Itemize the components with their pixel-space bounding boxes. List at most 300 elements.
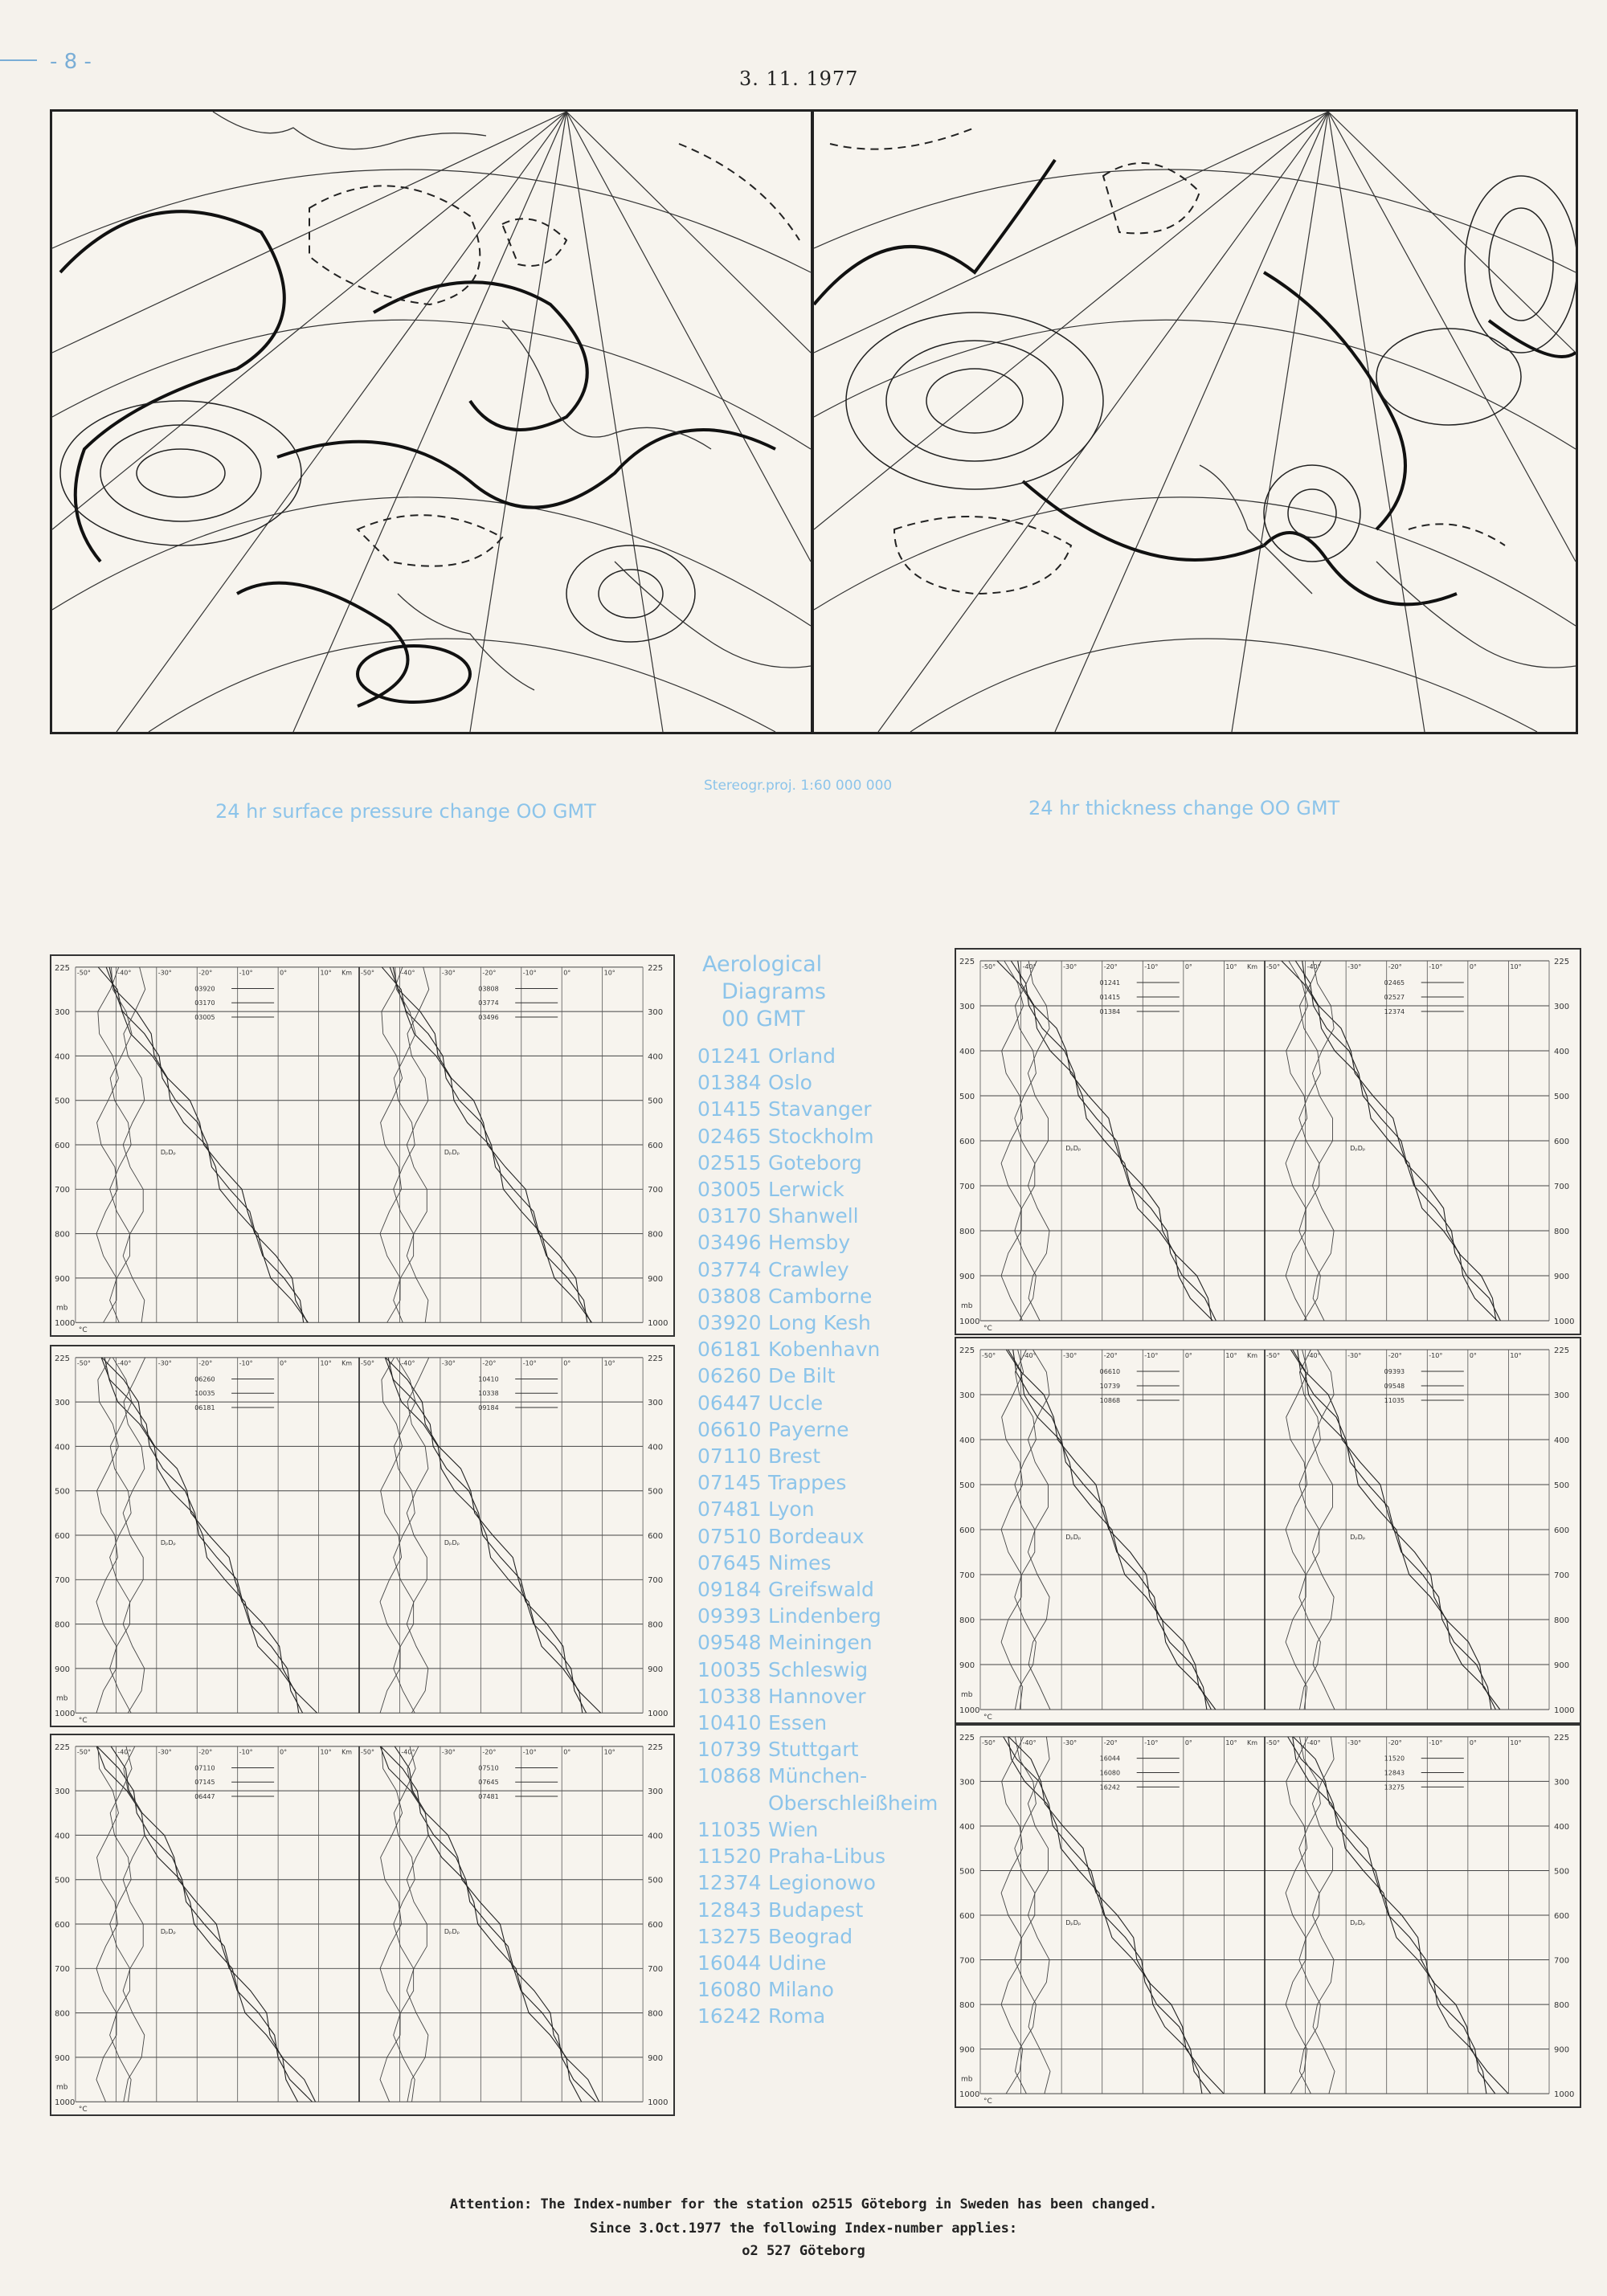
pressure-level-label: 600: [648, 1532, 664, 1541]
temperature-label: -50°: [982, 1352, 996, 1359]
station-name: Lerwick: [768, 1178, 844, 1202]
aerological-diagram-panel: [50, 1345, 675, 1727]
station-entry: [697, 1336, 955, 1362]
station-code-label: 09548: [1384, 1383, 1405, 1390]
temperature-label: -40°: [117, 1359, 132, 1367]
station-name: Shanwell: [768, 1204, 859, 1228]
station-entry: [697, 1229, 955, 1256]
pressure-level-label: 1000: [54, 1319, 76, 1329]
station-legend: [697, 951, 955, 2030]
temperature-label: -10°: [239, 1748, 253, 1756]
pressure-level-label: 500: [54, 1876, 71, 1885]
station-name: Oberschleißheim: [768, 1791, 938, 1815]
km-label: Km: [1247, 1738, 1258, 1747]
temperature-label: -50°: [361, 969, 374, 977]
station-code: 07510: [697, 1524, 762, 1548]
station-entry: [697, 1096, 955, 1122]
temperature-label: -10°: [522, 969, 537, 977]
legend-title-line3: 00 GMT: [722, 1007, 805, 1032]
temperature-label: -40°: [1306, 1738, 1321, 1747]
dd-label: DₚDₚ: [444, 1148, 460, 1156]
station-code-label: 01415: [1099, 994, 1121, 1001]
station-code: 16044: [697, 1951, 762, 1975]
pressure-level-label: 600: [959, 1526, 975, 1535]
station-code: 06447: [697, 1391, 762, 1415]
station-entry: [697, 1176, 955, 1203]
station-name: Beograd: [768, 1924, 853, 1948]
station-code-label: 16242: [1099, 1783, 1121, 1791]
temperature-label: -20°: [482, 969, 497, 977]
temperature-label: 0°: [1184, 1352, 1192, 1359]
pressure-level-label: 600: [648, 1142, 664, 1150]
station-code-label: 07510: [478, 1764, 499, 1772]
unit-mb-label: mb: [55, 1694, 68, 1703]
pressure-level-label: 700: [1554, 1183, 1570, 1191]
page-date: 3. 11. 1977: [739, 67, 859, 90]
station-code-label: 03496: [478, 1014, 499, 1021]
station-name: München-: [768, 1764, 868, 1788]
station-entry: [697, 1203, 955, 1229]
pressure-level-label: 800: [1554, 2001, 1570, 2011]
temperature-label: -40°: [401, 1359, 415, 1367]
station-entry: [697, 1629, 955, 1656]
station-code: 03496: [697, 1231, 762, 1255]
temperature-label: -20°: [482, 1748, 497, 1756]
temperature-label: -50°: [76, 1359, 91, 1367]
pressure-level-label: 800: [959, 1228, 975, 1236]
temperature-label: -50°: [361, 1359, 374, 1367]
station-entry: [697, 1043, 955, 1069]
station-code-label: 10338: [478, 1390, 499, 1398]
pressure-level-label: 225: [1554, 1346, 1570, 1355]
pressure-level-label: 500: [1554, 1481, 1570, 1490]
pressure-level-label: 400: [54, 1443, 71, 1452]
temperature-label: -30°: [1347, 1738, 1362, 1747]
station-code: 06260: [697, 1364, 762, 1388]
legend-title: [697, 951, 955, 1033]
station-code-label: 06260: [194, 1375, 215, 1383]
temperature-label: -30°: [157, 969, 172, 977]
dd-label: DₚDₚ: [1350, 1918, 1366, 1926]
temperature-label: 10°: [603, 1748, 615, 1756]
pressure-level-label: 600: [648, 1921, 664, 1930]
pressure-level-label: 900: [959, 2045, 975, 2055]
pressure-level-label: 700: [1554, 1571, 1570, 1580]
temperature-label: -20°: [198, 1359, 213, 1367]
pressure-level-label: 225: [648, 1742, 664, 1752]
station-code: 10868: [697, 1764, 762, 1788]
station-name: Wien: [768, 1817, 819, 1841]
station-name: Stockholm: [768, 1124, 874, 1148]
temperature-label: -40°: [401, 969, 415, 977]
pressure-level-label: 1000: [959, 1318, 980, 1326]
pressure-level-label: 225: [648, 1354, 664, 1363]
page-top-rule: [0, 59, 37, 61]
station-code-label: 10410: [478, 1375, 499, 1383]
temperature-label: 10°: [1510, 963, 1522, 970]
dd-label: DₚDₚ: [160, 1927, 176, 1935]
station-entry: [697, 1976, 955, 2003]
temperature-label: 0°: [1469, 963, 1477, 970]
unit-celsius-label: °C: [78, 1326, 88, 1335]
temperature-label: -50°: [76, 969, 91, 977]
station-code: 10035: [697, 1657, 762, 1681]
station-name: Kobenhavn: [768, 1338, 881, 1362]
station-code-label: 16044: [1099, 1755, 1121, 1763]
station-code: 06610: [697, 1417, 762, 1441]
station-code-label: 12843: [1384, 1769, 1405, 1777]
station-name: Goteborg: [768, 1150, 862, 1175]
station-name: Lindenberg: [768, 1604, 881, 1628]
temperature-label: -40°: [1022, 1352, 1037, 1359]
station-code-label: 12374: [1384, 1008, 1405, 1015]
pressure-level-label: 400: [648, 1052, 664, 1062]
pressure-level-label: 225: [54, 1354, 71, 1363]
temperature-label: -10°: [522, 1748, 537, 1756]
unit-mb-label: mb: [55, 1304, 68, 1313]
pressure-level-label: 400: [1554, 1822, 1570, 1832]
station-code-label: 03774: [478, 999, 499, 1007]
station-entry: [697, 1950, 955, 1976]
pressure-level-label: 900: [648, 2053, 664, 2063]
temperature-label: -50°: [361, 1748, 374, 1756]
km-label: Km: [341, 1748, 353, 1756]
station-entry: [697, 1923, 955, 1950]
thickness-change-map: [812, 109, 1578, 734]
pressure-level-label: 1000: [54, 1710, 76, 1719]
station-code: 03808: [697, 1284, 762, 1308]
station-code: 03774: [697, 1257, 762, 1281]
temperature-label: 0°: [563, 969, 571, 977]
temperature-label: -50°: [1266, 1352, 1281, 1359]
station-entry: [697, 1869, 955, 1896]
station-code: 16080: [697, 1978, 762, 2002]
station-entry: [697, 1816, 955, 1843]
pressure-level-label: 500: [648, 1876, 664, 1885]
legend-title-line1: Aerological: [702, 952, 823, 977]
station-entry: [697, 1843, 955, 1869]
temperature-label: -50°: [1266, 963, 1281, 970]
pressure-level-label: 1000: [959, 1706, 980, 1715]
pressure-level-label: 800: [959, 1616, 975, 1625]
temperature-label: -20°: [1388, 1352, 1402, 1359]
pressure-level-label: 700: [1554, 1956, 1570, 1966]
station-name: Lyon: [768, 1497, 815, 1522]
temperature-label: -20°: [1103, 963, 1118, 970]
pressure-level-label: 500: [959, 1867, 975, 1877]
pressure-level-label: 400: [959, 1048, 975, 1056]
station-name: Bordeaux: [768, 1524, 865, 1548]
station-code-label: 06181: [194, 1404, 215, 1412]
station-entry: [697, 1763, 955, 1789]
station-name: Oslo: [768, 1071, 812, 1095]
station-name: Essen: [768, 1711, 828, 1735]
temperature-label: 0°: [280, 969, 288, 977]
temperature-label: -20°: [198, 969, 213, 977]
station-name: Trappes: [768, 1471, 847, 1495]
pressure-level-label: 225: [648, 963, 664, 973]
station-entry: [697, 1069, 955, 1096]
station-code-label: 10739: [1099, 1383, 1121, 1390]
station-code-label: 09393: [1384, 1368, 1405, 1375]
temperature-label: 0°: [1469, 1352, 1477, 1359]
unit-celsius-label: °C: [983, 1325, 992, 1333]
station-name: Nimes: [768, 1550, 832, 1575]
pressure-level-label: 400: [54, 1052, 71, 1062]
temperature-label: -30°: [1347, 1352, 1362, 1359]
pressure-level-label: 600: [1554, 1526, 1570, 1535]
station-entry: [697, 1496, 955, 1522]
station-code: 07145: [697, 1471, 762, 1495]
station-name: Roma: [768, 2004, 826, 2028]
pressure-level-label: 600: [54, 1142, 71, 1150]
pressure-level-label: 600: [959, 1138, 975, 1146]
station-code-label: 11520: [1384, 1755, 1405, 1763]
temperature-label: -40°: [401, 1748, 415, 1756]
temperature-label: -10°: [239, 1359, 253, 1367]
temperature-label: 0°: [280, 1359, 288, 1367]
station-code-label: 06610: [1099, 1368, 1121, 1375]
temperature-label: -10°: [1429, 1352, 1443, 1359]
temperature-label: -10°: [1144, 963, 1159, 970]
station-entry: [697, 1710, 955, 1736]
pressure-level-label: 700: [54, 1186, 71, 1195]
station-code: 02515: [697, 1150, 762, 1175]
temperature-label: -10°: [1144, 1352, 1159, 1359]
pressure-level-label: 800: [1554, 1616, 1570, 1625]
temperature-label: 0°: [280, 1748, 288, 1756]
temperature-label: 10°: [603, 1359, 615, 1367]
pressure-level-label: 800: [648, 1230, 664, 1240]
thickness-map-caption: 24 hr thickness change OO GMT: [1028, 797, 1340, 819]
station-code-label: 01384: [1099, 1008, 1121, 1015]
station-entry: [697, 1657, 955, 1683]
surface-pressure-change-map: [50, 109, 813, 734]
unit-mb-label: mb: [961, 2075, 973, 2084]
station-name: Meiningen: [768, 1631, 873, 1655]
skew-t-diagram: [956, 950, 1580, 1334]
temperature-label: -10°: [522, 1359, 537, 1367]
temperature-label: 0°: [563, 1748, 571, 1756]
pressure-level-label: 400: [1554, 1048, 1570, 1056]
station-name: Hemsby: [768, 1231, 851, 1255]
temperature-label: -50°: [982, 963, 996, 970]
station-entry: [697, 1443, 955, 1469]
station-code: 10410: [697, 1711, 762, 1735]
station-code: 03005: [697, 1178, 762, 1202]
station-code: 10338: [697, 1684, 762, 1708]
temperature-label: 0°: [1469, 1738, 1477, 1747]
pressure-level-label: 800: [54, 1230, 71, 1240]
skew-t-diagram: [51, 956, 673, 1335]
unit-mb-label: mb: [961, 1691, 973, 1699]
station-code: [697, 1790, 768, 1816]
unit-celsius-label: °C: [78, 1717, 88, 1726]
legend-title-line2: Diagrams: [722, 979, 826, 1004]
station-code: 16242: [697, 2004, 762, 2028]
station-code-label: 06447: [194, 1793, 215, 1800]
station-code: 01241: [697, 1044, 762, 1068]
pressure-level-label: 900: [959, 1273, 975, 1281]
pressure-level-label: 225: [959, 1733, 975, 1742]
pressure-level-label: 1000: [1554, 2090, 1575, 2100]
pressure-level-label: 800: [1554, 1228, 1570, 1236]
temperature-label: -10°: [1429, 1738, 1443, 1747]
temperature-label: -20°: [482, 1359, 497, 1367]
pressure-level-label: 300: [54, 1787, 71, 1797]
dd-label: DₚDₚ: [1065, 1918, 1082, 1926]
station-code-label: 09184: [478, 1404, 499, 1412]
temperature-label: 10°: [1510, 1738, 1522, 1747]
station-code-label: 10035: [194, 1390, 215, 1398]
station-code-label: 03005: [194, 1014, 215, 1021]
temperature-label: -30°: [1347, 963, 1362, 970]
pressure-level-label: 300: [1554, 1003, 1570, 1011]
temperature-label: 0°: [1184, 1738, 1192, 1747]
station-code-label: 03920: [194, 985, 215, 993]
station-entry: [697, 1683, 955, 1710]
pressure-level-label: 700: [648, 1576, 664, 1586]
pressure-level-label: 900: [1554, 2045, 1570, 2055]
pressure-level-label: 400: [648, 1832, 664, 1841]
surface-pressure-map-caption: 24 hr surface pressure change OO GMT: [215, 800, 596, 823]
station-name: Milano: [768, 1978, 834, 2002]
temperature-label: -20°: [1103, 1738, 1118, 1747]
station-code: 01415: [697, 1097, 762, 1121]
pressure-level-label: 900: [54, 1665, 71, 1674]
station-code-label: 03808: [478, 985, 499, 993]
km-label: Km: [1247, 963, 1258, 970]
temperature-label: -30°: [157, 1359, 172, 1367]
pressure-level-label: 500: [1554, 1867, 1570, 1877]
station-entry: [697, 1736, 955, 1763]
pressure-level-label: 700: [648, 1965, 664, 1975]
dd-label: DₚDₚ: [1065, 1534, 1082, 1541]
pressure-level-label: 1000: [648, 2098, 669, 2108]
dd-label: DₚDₚ: [444, 1538, 460, 1546]
station-name: Hannover: [768, 1684, 866, 1708]
pressure-level-label: 600: [1554, 1138, 1570, 1146]
station-name: Stuttgart: [768, 1738, 859, 1762]
station-code: 09393: [697, 1604, 762, 1628]
pressure-level-label: 1000: [959, 2090, 980, 2100]
pressure-level-label: 300: [648, 1787, 664, 1797]
station-name: Orland: [768, 1044, 836, 1068]
station-entry: [697, 1523, 955, 1550]
station-entry: [697, 1283, 955, 1309]
temperature-label: -40°: [117, 1748, 132, 1756]
station-name: Legionowo: [768, 1871, 876, 1895]
temperature-label: -30°: [157, 1748, 172, 1756]
station-entry: [697, 1309, 955, 1336]
temperature-label: 10°: [320, 969, 332, 977]
station-code-label: 11035: [1384, 1397, 1405, 1404]
pressure-level-label: 1000: [1554, 1318, 1575, 1326]
pressure-level-label: 300: [959, 1391, 975, 1400]
pressure-level-label: 700: [54, 1576, 71, 1586]
temperature-label: -50°: [1266, 1738, 1281, 1747]
skew-t-diagram: [51, 1346, 673, 1726]
aerological-diagram-panel: [955, 1337, 1581, 1724]
pressure-level-label: 300: [648, 1008, 664, 1018]
temperature-label: -20°: [1103, 1352, 1118, 1359]
pressure-level-label: 400: [959, 1822, 975, 1832]
pressure-level-label: 225: [54, 1742, 71, 1752]
pressure-level-label: 600: [1554, 1912, 1570, 1921]
temperature-label: -40°: [1022, 963, 1037, 970]
temperature-label: -30°: [441, 969, 456, 977]
temperature-label: -30°: [1063, 963, 1077, 970]
station-code: 02465: [697, 1124, 762, 1148]
station-code: 06181: [697, 1338, 762, 1362]
station-entry: [697, 1897, 955, 1923]
page-number: - 8 -: [50, 50, 92, 74]
station-code: 07645: [697, 1550, 762, 1575]
unit-celsius-label: °C: [983, 2098, 992, 2106]
station-code-label: 13275: [1384, 1783, 1405, 1791]
pressure-level-label: 900: [54, 2053, 71, 2063]
temperature-label: -20°: [1388, 1738, 1402, 1747]
temperature-label: -30°: [441, 1748, 456, 1756]
station-code: 11035: [697, 1817, 762, 1841]
station-entry: [697, 1256, 955, 1283]
station-entry: [697, 1550, 955, 1576]
station-name: Payerne: [768, 1417, 849, 1441]
station-code: 12843: [697, 1898, 762, 1922]
station-code: 03170: [697, 1204, 762, 1228]
temperature-label: -10°: [1429, 963, 1443, 970]
temperature-label: 10°: [1510, 1352, 1522, 1359]
aerological-diagram-panel: [955, 1724, 1581, 2108]
pressure-level-label: 800: [648, 1620, 664, 1630]
km-label: Km: [1247, 1352, 1258, 1359]
temperature-label: -30°: [1063, 1352, 1077, 1359]
temperature-label: 10°: [1225, 1352, 1237, 1359]
station-code: 12374: [697, 1871, 762, 1895]
pressure-level-label: 800: [959, 2001, 975, 2011]
temperature-label: -10°: [239, 969, 253, 977]
station-code: 07110: [697, 1444, 762, 1469]
pressure-level-label: 600: [54, 1921, 71, 1930]
temperature-label: -10°: [1144, 1738, 1159, 1747]
pressure-level-label: 225: [959, 958, 975, 966]
pressure-level-label: 500: [648, 1097, 664, 1106]
attention-note-line3: o2 527 Göteborg: [742, 2243, 865, 2259]
station-code-label: 03170: [194, 999, 215, 1007]
unit-celsius-label: °C: [78, 2106, 88, 2114]
aerological-diagram-panel: [955, 948, 1581, 1335]
pressure-level-label: 900: [648, 1274, 664, 1284]
pressure-level-label: 300: [959, 1778, 975, 1787]
pressure-level-label: 225: [959, 1346, 975, 1355]
pressure-level-label: 300: [54, 1008, 71, 1018]
temperature-label: 0°: [1184, 963, 1192, 970]
attention-note-line2: Since 3.Oct.1977 the following Index-number applies:: [589, 2220, 1018, 2237]
station-code: 07481: [697, 1497, 762, 1522]
pressure-level-label: 500: [54, 1487, 71, 1497]
pressure-level-label: 1000: [54, 2098, 76, 2108]
pressure-level-label: 900: [959, 1661, 975, 1670]
temperature-label: -40°: [117, 969, 132, 977]
pressure-level-label: 800: [54, 1620, 71, 1630]
station-name: Praha-Libus: [768, 1845, 886, 1869]
pressure-level-label: 900: [648, 1665, 664, 1674]
pressure-level-label: 500: [648, 1487, 664, 1497]
pressure-level-label: 700: [54, 1965, 71, 1975]
temperature-label: -20°: [198, 1748, 213, 1756]
skew-t-diagram: [51, 1735, 673, 2114]
pressure-level-label: 400: [959, 1436, 975, 1445]
